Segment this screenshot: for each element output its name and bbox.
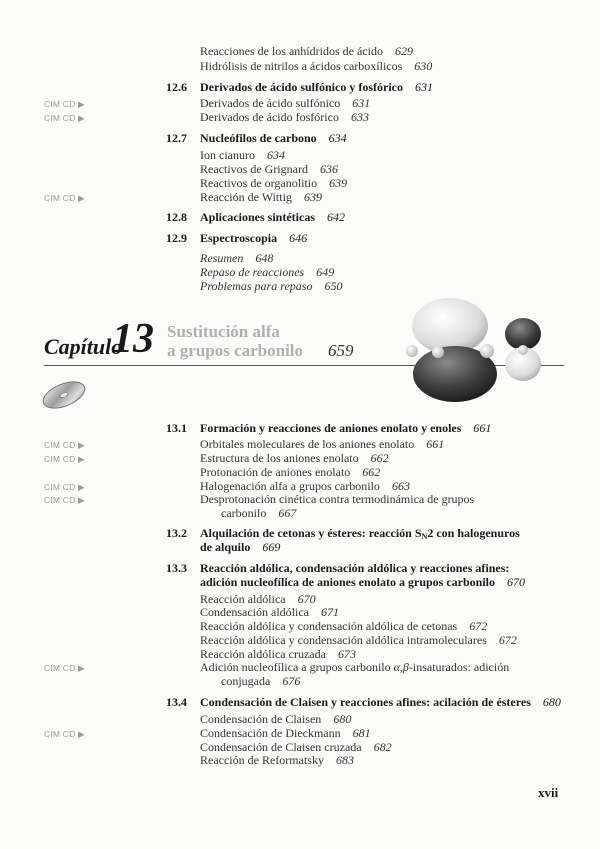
section-number: 13.1 <box>166 421 187 435</box>
section-title[interactable]: Derivados de ácido sulfónico y fosfórico 631 <box>200 80 433 94</box>
section-title[interactable]: Condensación de Claisen y reacciones afines: acilación de ésteres 680 <box>200 695 561 709</box>
toc-entry[interactable]: Hidrólisis de nitrilos a ácidos carboxílicos 630 <box>200 59 433 73</box>
toc-entry[interactable]: Protonación de aniones enolato 662 <box>200 465 381 479</box>
toc-entry[interactable]: Resumen 648 <box>200 251 274 265</box>
toc-entry[interactable]: Reacción aldólica y condensación aldólica de cetonas 672 <box>200 619 488 633</box>
toc-entry[interactable]: Reacción de Wittig 639 <box>200 190 322 204</box>
section-number: 12.9 <box>166 231 187 245</box>
cim-cd-marker[interactable]: CIM CD ▶ <box>44 729 85 739</box>
cim-cd-marker[interactable]: CIM CD ▶ <box>44 440 85 450</box>
section-number: 12.6 <box>166 80 187 94</box>
toc-entry[interactable]: Derivados de ácido sulfónico 631 <box>200 96 371 110</box>
section-title[interactable]: Reacción aldólica, condensación aldólica y reacciones afines: <box>200 561 510 575</box>
cim-cd-marker[interactable]: CIM CD ▶ <box>44 482 85 492</box>
section-title-continuation[interactable]: de alquilo 669 <box>200 540 281 554</box>
toc-entry[interactable]: Condensación de Dieckmann 681 <box>200 726 371 740</box>
toc-entry[interactable]: Halogenación alfa a grupos carbonilo 663 <box>200 479 410 493</box>
chapter-title[interactable]: Sustitución alfa a grupos carbonilo <box>167 322 304 360</box>
section-number: 12.8 <box>166 210 187 224</box>
orbital-illustration <box>395 296 565 406</box>
cim-cd-marker[interactable]: CIM CD ▶ <box>44 193 85 203</box>
chapter-page: 659 <box>328 341 354 360</box>
toc-entry[interactable]: Reactivos de Grignard 636 <box>200 162 338 176</box>
section-title[interactable]: Espectroscopia 646 <box>200 231 308 245</box>
cim-cd-marker[interactable]: CIM CD ▶ <box>44 663 85 673</box>
cim-cd-marker[interactable]: CIM CD ▶ <box>44 495 85 505</box>
section-title[interactable]: Nucleófilos de carbono 634 <box>200 131 347 145</box>
section-number: 13.2 <box>166 526 187 540</box>
toc-entry[interactable]: Reacción aldólica cruzada 673 <box>200 647 356 661</box>
toc-entry[interactable]: Derivados de ácido fosfórico 633 <box>200 110 369 124</box>
toc-entry[interactable]: Condensación de Claisen 680 <box>200 712 352 726</box>
section-number: 13.4 <box>166 695 187 709</box>
toc-entry[interactable]: Adición nucleofílica a grupos carbonilo α,β-insaturados: adición <box>200 660 510 674</box>
toc-entry[interactable]: Repaso de reacciones 649 <box>200 265 335 279</box>
toc-entry[interactable]: Reacciones de los anhídridos de ácido 629 <box>200 44 413 58</box>
toc-entry[interactable]: Condensación de Claisen cruzada 682 <box>200 740 392 754</box>
toc-entry[interactable]: Reacción de Reformatsky 683 <box>200 753 354 767</box>
toc-entry[interactable]: Orbitales moleculares de los aniones enolato 661 <box>200 437 445 451</box>
section-title[interactable]: Formación y reacciones de aniones enolato y enoles 661 <box>200 421 492 435</box>
section-title-continuation[interactable]: adición nucleofílica de aniones enolato a grupos carbonilo 670 <box>200 575 526 589</box>
toc-entry-continuation[interactable]: conjugada 676 <box>221 674 301 688</box>
toc-entry-continuation[interactable]: carbonilo 667 <box>221 506 297 520</box>
toc-entry[interactable]: Reactivos de organolitio 639 <box>200 176 348 190</box>
toc-entry[interactable]: Estructura de los aniones enolato 662 <box>200 451 389 465</box>
toc-entry[interactable]: Condensación aldólica 671 <box>200 605 339 619</box>
atom-bead <box>518 345 528 355</box>
section-number: 12.7 <box>166 131 187 145</box>
chapter-label: Capítulo <box>44 334 123 359</box>
orbital-lobe-light <box>412 298 488 354</box>
toc-entry[interactable]: Desprotonación cinética contra termodinámica de grupos <box>200 492 475 506</box>
toc-entry[interactable]: Problemas para repaso 650 <box>200 279 343 293</box>
toc-entry[interactable]: Reacción aldólica 670 <box>200 592 316 606</box>
toc-entry[interactable]: Ion cianuro 634 <box>200 148 285 162</box>
section-title[interactable]: Alquilación de cetonas y ésteres: reacción $S_N2$ con halogenuros <box>200 526 520 541</box>
cd-disc-icon[interactable] <box>40 380 88 410</box>
cim-cd-marker[interactable]: CIM CD ▶ <box>44 113 85 123</box>
cim-cd-marker[interactable]: CIM CD ▶ <box>44 99 85 109</box>
section-title[interactable]: Aplicaciones sintéticas 642 <box>200 210 345 224</box>
chapter-number: 13 <box>112 316 154 362</box>
section-number: 13.3 <box>166 561 187 575</box>
cim-cd-marker[interactable]: CIM CD ▶ <box>44 454 85 464</box>
atom-bead <box>406 345 418 357</box>
atom-bead <box>480 344 494 358</box>
toc-entry[interactable]: Reacción aldólica y condensación aldólica intramoleculares 672 <box>200 633 517 647</box>
atom-bead <box>432 346 444 358</box>
page-number: xvii <box>538 785 559 800</box>
